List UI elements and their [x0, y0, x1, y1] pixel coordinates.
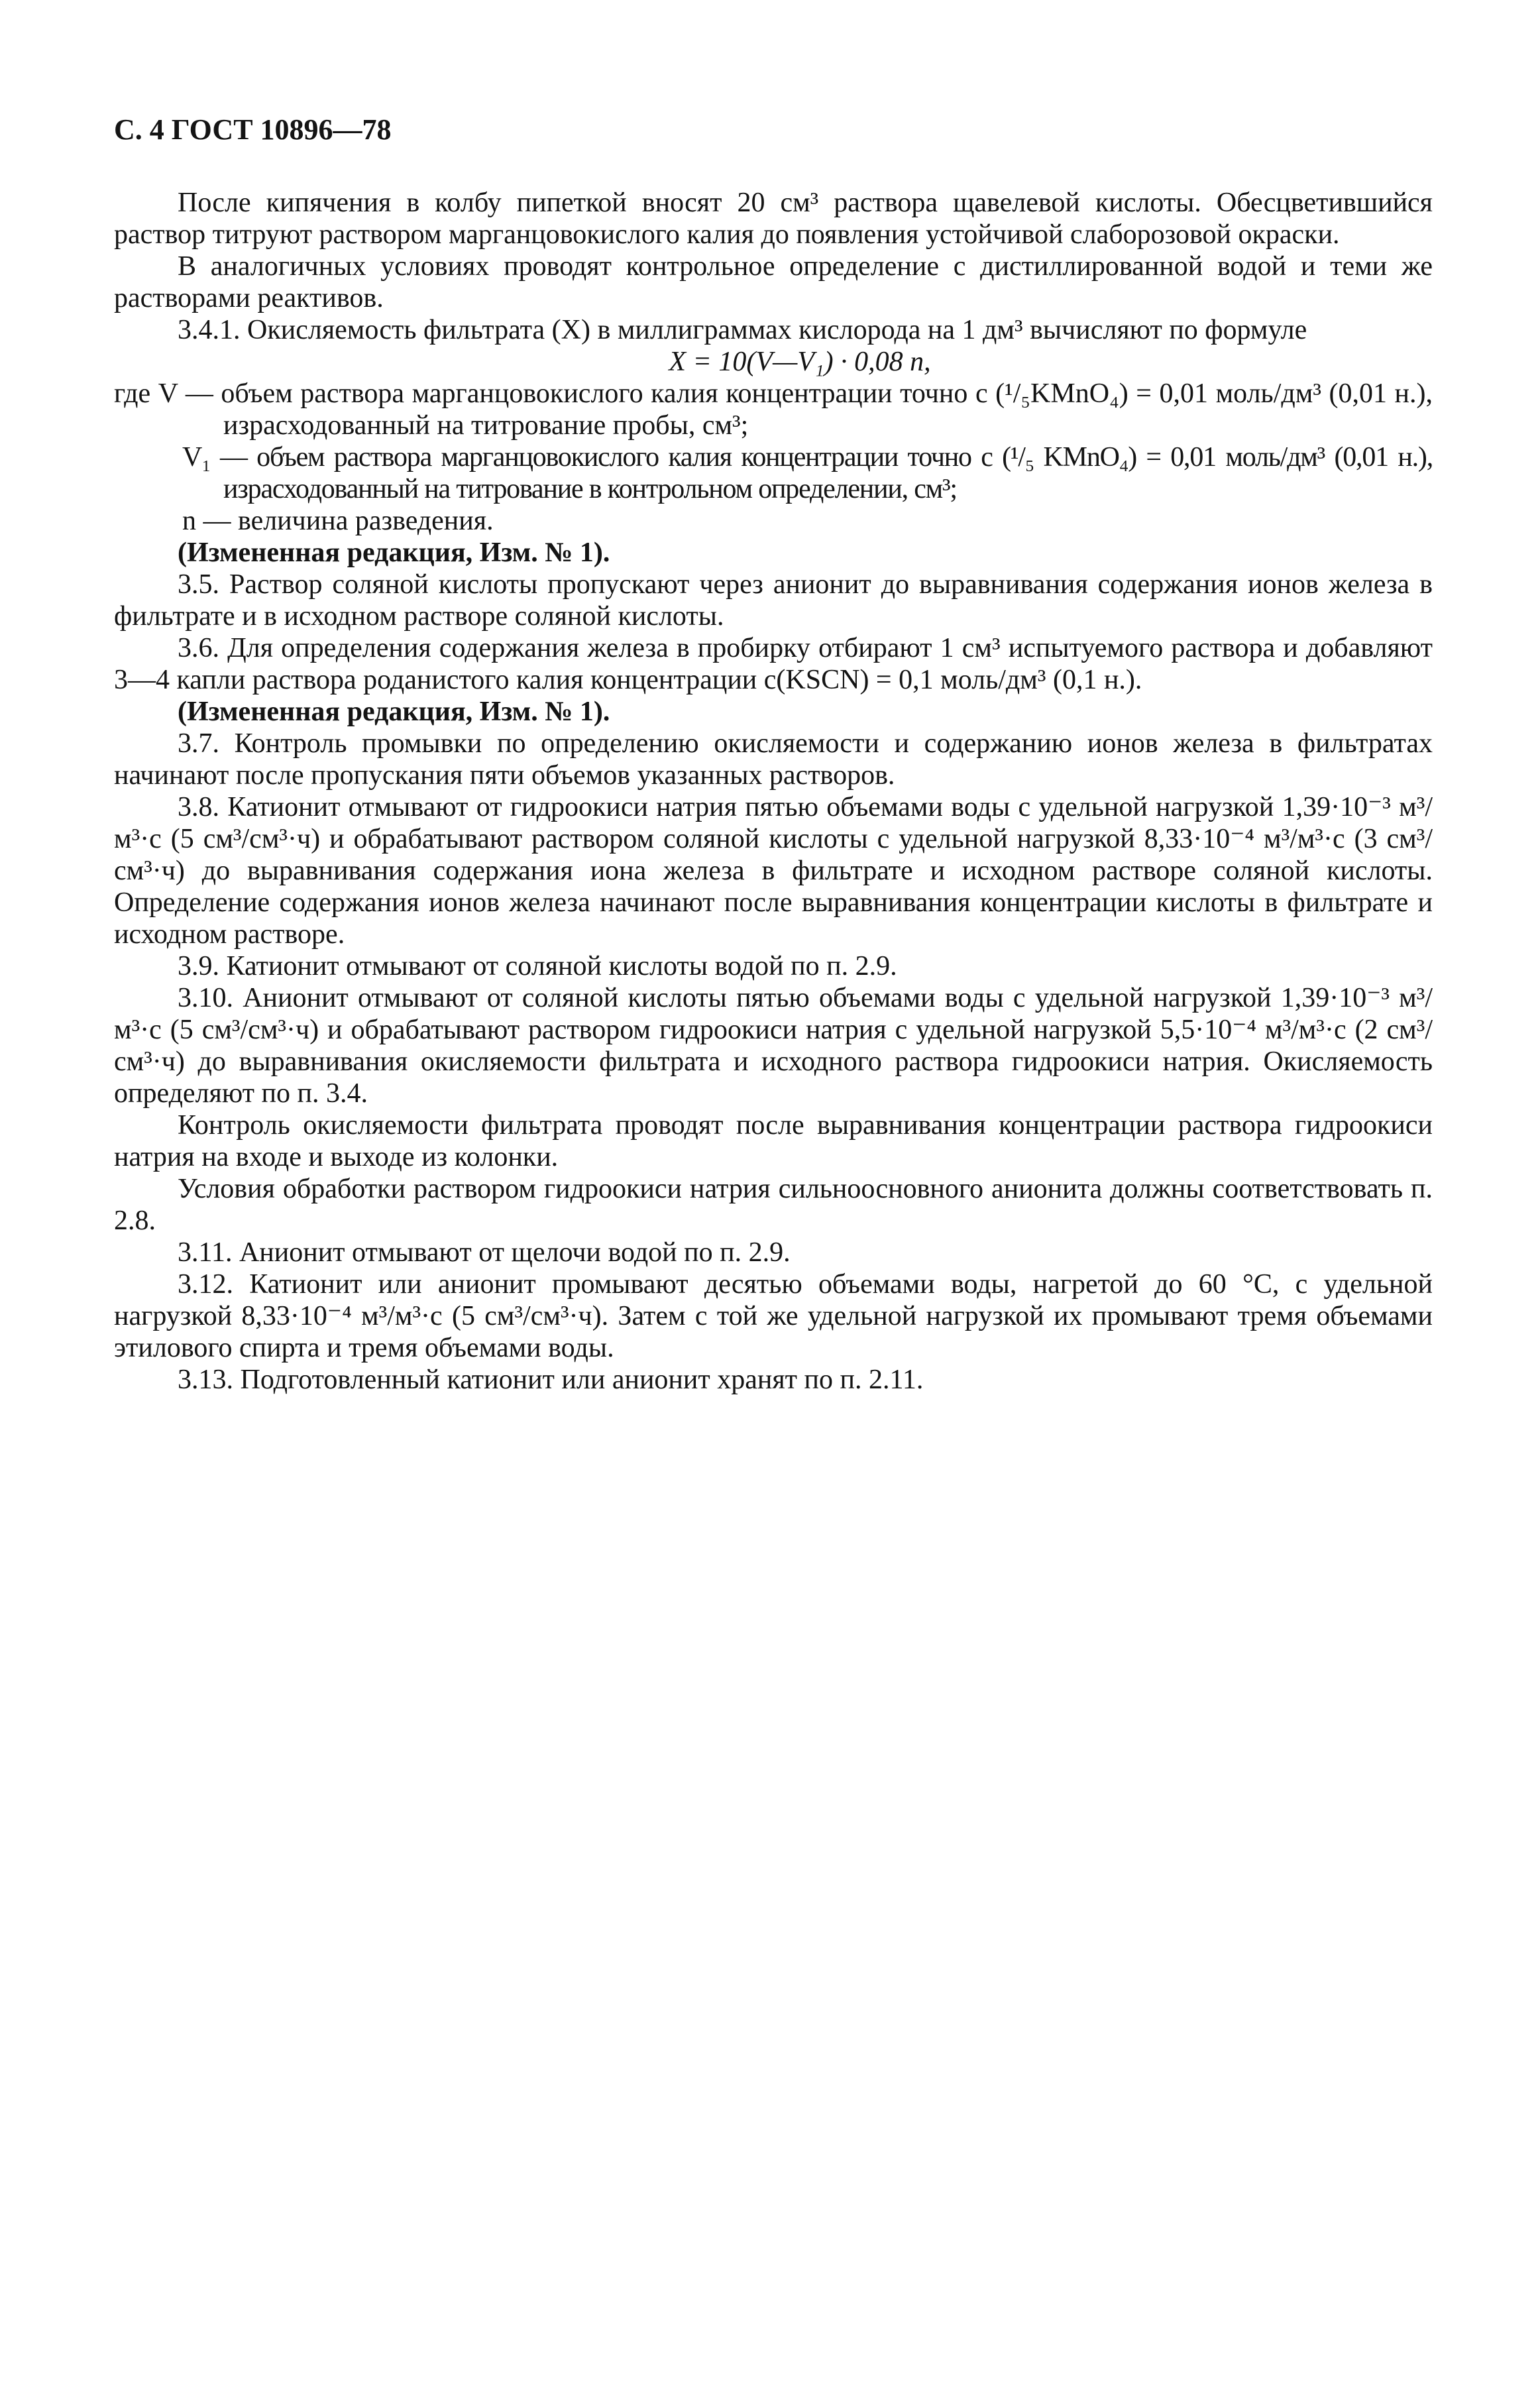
paragraph-3-12: 3.12. Катионит или анионит промывают десятью объемами воды, нагретой до 60 °С, с удельной нагрузкой 8,33·10⁻⁴ м³/м³·с (5 см³/см³·ч). Затем с той же удельной нагрузкой их промывают тремя объемами этилового спирта и тремя объемами воды.	[114, 1269, 1433, 1363]
edit-note-2: (Измененная редакция, Изм. № 1).	[178, 697, 610, 727]
paragraph-3-5: 3.5. Раствор соляной кислоты пропускают через анионит до выравнивания содержания ионов железа в фильтрате и в исходном растворе соляной кислоты.	[114, 569, 1433, 632]
edit-note-1: (Измененная редакция, Изм. № 1).	[178, 537, 610, 568]
paragraph-3-11: 3.11. Анионит отмывают от щелочи водой по п. 2.9.	[178, 1237, 791, 1268]
paragraph-3-7: 3.7. Контроль промывки по определению окисляемости и содержанию ионов железа в фильтратах начинают после пропускания пяти объемов указанных растворов.	[114, 728, 1433, 791]
paragraph-3-8: 3.8. Катионит отмывают от гидроокиси натрия пятью объемами воды с удельной нагрузкой 1,39·10⁻³ м³/м³·с (5 см³/см³·ч) и обрабатывают раствором соляной кислоты с удельной нагрузкой 8,33·10⁻⁴ м³/м³·с (3 см³/см³·ч) до выравнивания содержания иона железа в фильтрате и исходном растворе соляной кислоты. Определение содержания ионов железа начинают после выравнивания концентрации кислоты в фильтрате и исходном растворе.	[114, 792, 1433, 950]
page-header: С. 4 ГОСТ 10896—78	[114, 113, 392, 146]
paragraph-control: В аналогичных условиях проводят контрольное определение с дистиллированной водой и теми же растворами реактивов.	[114, 251, 1433, 313]
where-v1: V₁ — объем раствора марганцовокислого калия концентрации точно c (¹/₅ KMnO₄) = 0,01 моль/дм³ (0,01 н.), израсходованный на титрование в контрольном определении, см³;	[182, 442, 1433, 504]
where-v: где V — объем раствора марганцовокислого калия концентрации точно c (¹/₅KMnO₄) = 0,01 моль/дм³ (0,01 н.), израсходованный на титрование пробы, см³;	[114, 378, 1433, 441]
paragraph-3-6: 3.6. Для определения содержания железа в пробирку отбирают 1 см³ испытуемого раствора и добавляют 3—4 капли раствора роданистого калия концентрации c(KSCN) = 0,1 моль/дм³ (0,1 н.).	[114, 633, 1433, 695]
paragraph-3-13: 3.13. Подготовленный катионит или анионит хранят по п. 2.11.	[178, 1365, 924, 1395]
paragraph-3-10-conditions: Условия обработки раствором гидроокиси натрия сильноосновного анионита должны соответствовать п. 2.8.	[114, 1174, 1433, 1236]
formula: X = 10(V—V₁) · 0,08 n,	[669, 347, 931, 377]
paragraph-3-4-1: 3.4.1. Окисляемость фильтрата (X) в миллиграммах кислорода на 1 дм³ вычисляют по формуле	[178, 315, 1307, 345]
paragraph-3-9: 3.9. Катионит отмывают от соляной кислоты водой по п. 2.9.	[178, 951, 897, 981]
paragraph-3-10: 3.10. Анионит отмывают от соляной кислоты пятью объемами воды с удельной нагрузкой 1,39·10⁻³ м³/м³·с (5 см³/см³·ч) и обрабатывают раствором гидроокиси натрия с удельной нагрузкой 5,5·10⁻⁴ м³/м³·с (2 см³/см³·ч) до выравнивания окисляемости фильтрата и исходного раствора гидроокиси натрия. Окисляемость определяют по п. 3.4.	[114, 983, 1433, 1109]
document-body	[114, 187, 1433, 1396]
paragraph-boiling: После кипячения в колбу пипеткой вносят 20 см³ раствора щавелевой кислоты. Обесцветившийся раствор титруют раствором марганцовокислого калия до появления устойчивой слаборозовой окраски.	[114, 188, 1433, 250]
where-n: n — величина разведения.	[182, 506, 494, 536]
paragraph-3-10-control: Контроль окисляемости фильтрата проводят после выравнивания концентрации раствора гидроокиси натрия на входе и выходе из колонки.	[114, 1110, 1433, 1172]
